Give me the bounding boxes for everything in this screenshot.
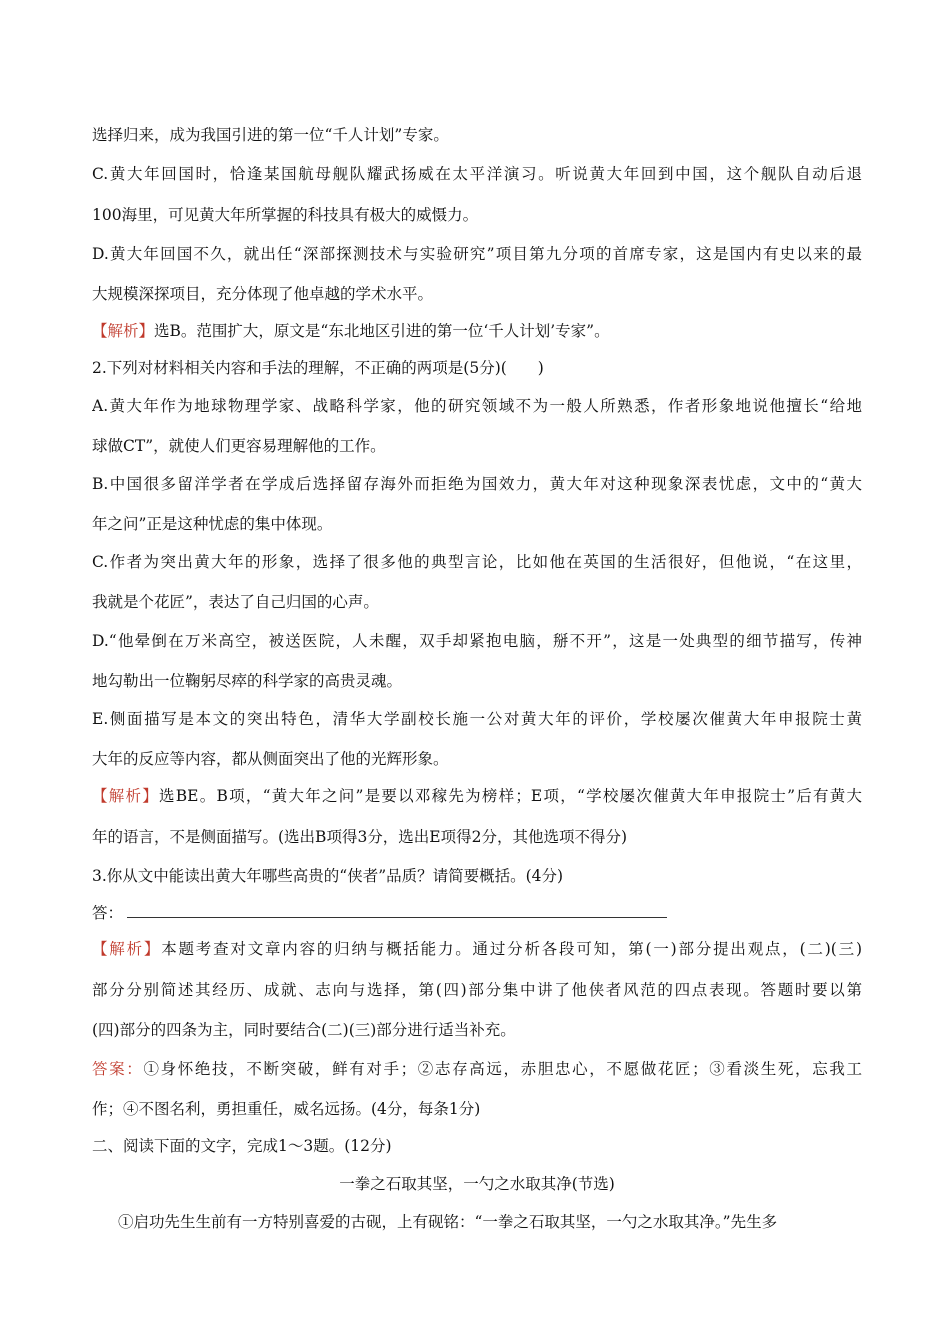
analysis-line (92, 785, 862, 807)
analysis-tag: 【解析】 (92, 322, 155, 340)
text-line: 作；④不图名利，勇担重任，威名远扬。(4分，每条1分) (92, 1100, 481, 1118)
option-e-line: E.侧面描写是本文的突出特色，清华大学副校长施一公对黄大年的评价，学校屡次催黄大年申报院士黄 (92, 710, 862, 728)
analysis-text: 本题考查对文章内容的归纳与概括能力。通过分析各段可知，第(一)部分提出观点，(二)(三) (161, 940, 862, 958)
text-line: 100海里，可见黄大年所掌握的科技具有极大的威慑力。 (92, 206, 479, 224)
text-line: 地勾勒出一位鞠躬尽瘁的科学家的高贵灵魂。 (92, 672, 403, 690)
passage-title: 一拳之石取其坚，一勺之水取其净(节选) (339, 1175, 615, 1193)
text-line: 年的语言，不是侧面描写。(选出B项得3分，选出E项得2分，其他选项不得分) (92, 828, 628, 846)
question-2-line: 2.下列对材料相关内容和手法的理解，不正确的两项是(5分)( ) (92, 359, 544, 377)
text-line: 选择归来，成为我国引进的第一位“千人计划”专家。 (92, 126, 449, 144)
answer-line (92, 1058, 862, 1080)
answer-blank[interactable] (127, 903, 667, 918)
text-line: 部分分别简述其经历、成就、志向与选择，第(四)部分集中讲了他侠者风范的四点表现。答题时要以第 (92, 981, 862, 999)
analysis-text: 选BE。B项，“黄大年之问”是要以邓稼先为榜样；E项，“学校屡次催黄大年申报院士”后有黄大 (159, 787, 862, 805)
analysis-text: 选B。范围扩大，原文是“东北地区引进的第一位‘千人计划’专家”。 (154, 322, 610, 340)
analysis-tag: 【解析】 (92, 940, 162, 958)
analysis-line (92, 938, 862, 960)
option-d2-line: D.“他晕倒在万米高空，被送医院，人未醒，双手却紧抱电脑，掰不开”，这是一处典型的细节描写，传神 (92, 632, 862, 650)
analysis-tag: 【解析】 (92, 787, 159, 805)
question-3-line: 3.你从文中能读出黄大年哪些高贵的“侠者”品质？请简要概括。(4分) (92, 867, 564, 885)
text-line: 年之问”正是这种忧虑的集中体现。 (92, 515, 333, 533)
option-c2-line: C.作者为突出黄大年的形象，选择了很多他的典型言论，比如他在英国的生活很好，但他说，“在这里， (92, 553, 862, 571)
text-line: 大年的反应等内容，都从侧面突出了他的光辉形象。 (92, 750, 449, 768)
answer-prefix: 答： (92, 904, 124, 922)
answer-text: ①身怀绝技，不断突破，鲜有对手；②志存高远，赤胆忠心，不愿做花匠；③看淡生死，忘我工 (143, 1060, 862, 1078)
text-line: (四)部分的四条为主，同时要结合(二)(三)部分进行适当补充。 (92, 1021, 516, 1039)
option-c-line: C.黄大年回国时，恰逢某国航母舰队耀武扬威在太平洋演习。听说黄大年回到中国，这个舰队自动后退 (92, 165, 862, 183)
option-d-line: D.黄大年回国不久，就出任“深部探测技术与实验研究”项目第九分项的首席专家，这是国内有史以来的最 (92, 245, 862, 263)
option-b-line: B.中国很多留洋学者在学成后选择留存海外而拒绝为国效力，黄大年对这种现象深表忧虑，文中的“黄大 (92, 475, 862, 493)
answer-tag: 答案： (92, 1060, 144, 1078)
answer-blank-line (92, 902, 862, 924)
text-line: 大规模深探项目，充分体现了他卓越的学术水平。 (92, 285, 434, 303)
section-heading: 二、阅读下面的文字，完成1～3题。(12分) (92, 1137, 392, 1155)
analysis-line (92, 320, 862, 342)
option-a-line: A.黄大年作为地球物理学家、战略科学家，他的研究领域不为一般人所熟悉，作者形象地说他擅长“给地 (92, 397, 862, 415)
passage-paragraph: ①启功先生生前有一方特别喜爱的古砚，上有砚铭：“一拳之石取其坚，一勺之水取其净。”先生多 (118, 1213, 778, 1231)
text-line: 我就是个花匠”，表达了自己归国的心声。 (92, 593, 379, 611)
text-line: 球做CT”，就使人们更容易理解他的工作。 (92, 437, 386, 455)
